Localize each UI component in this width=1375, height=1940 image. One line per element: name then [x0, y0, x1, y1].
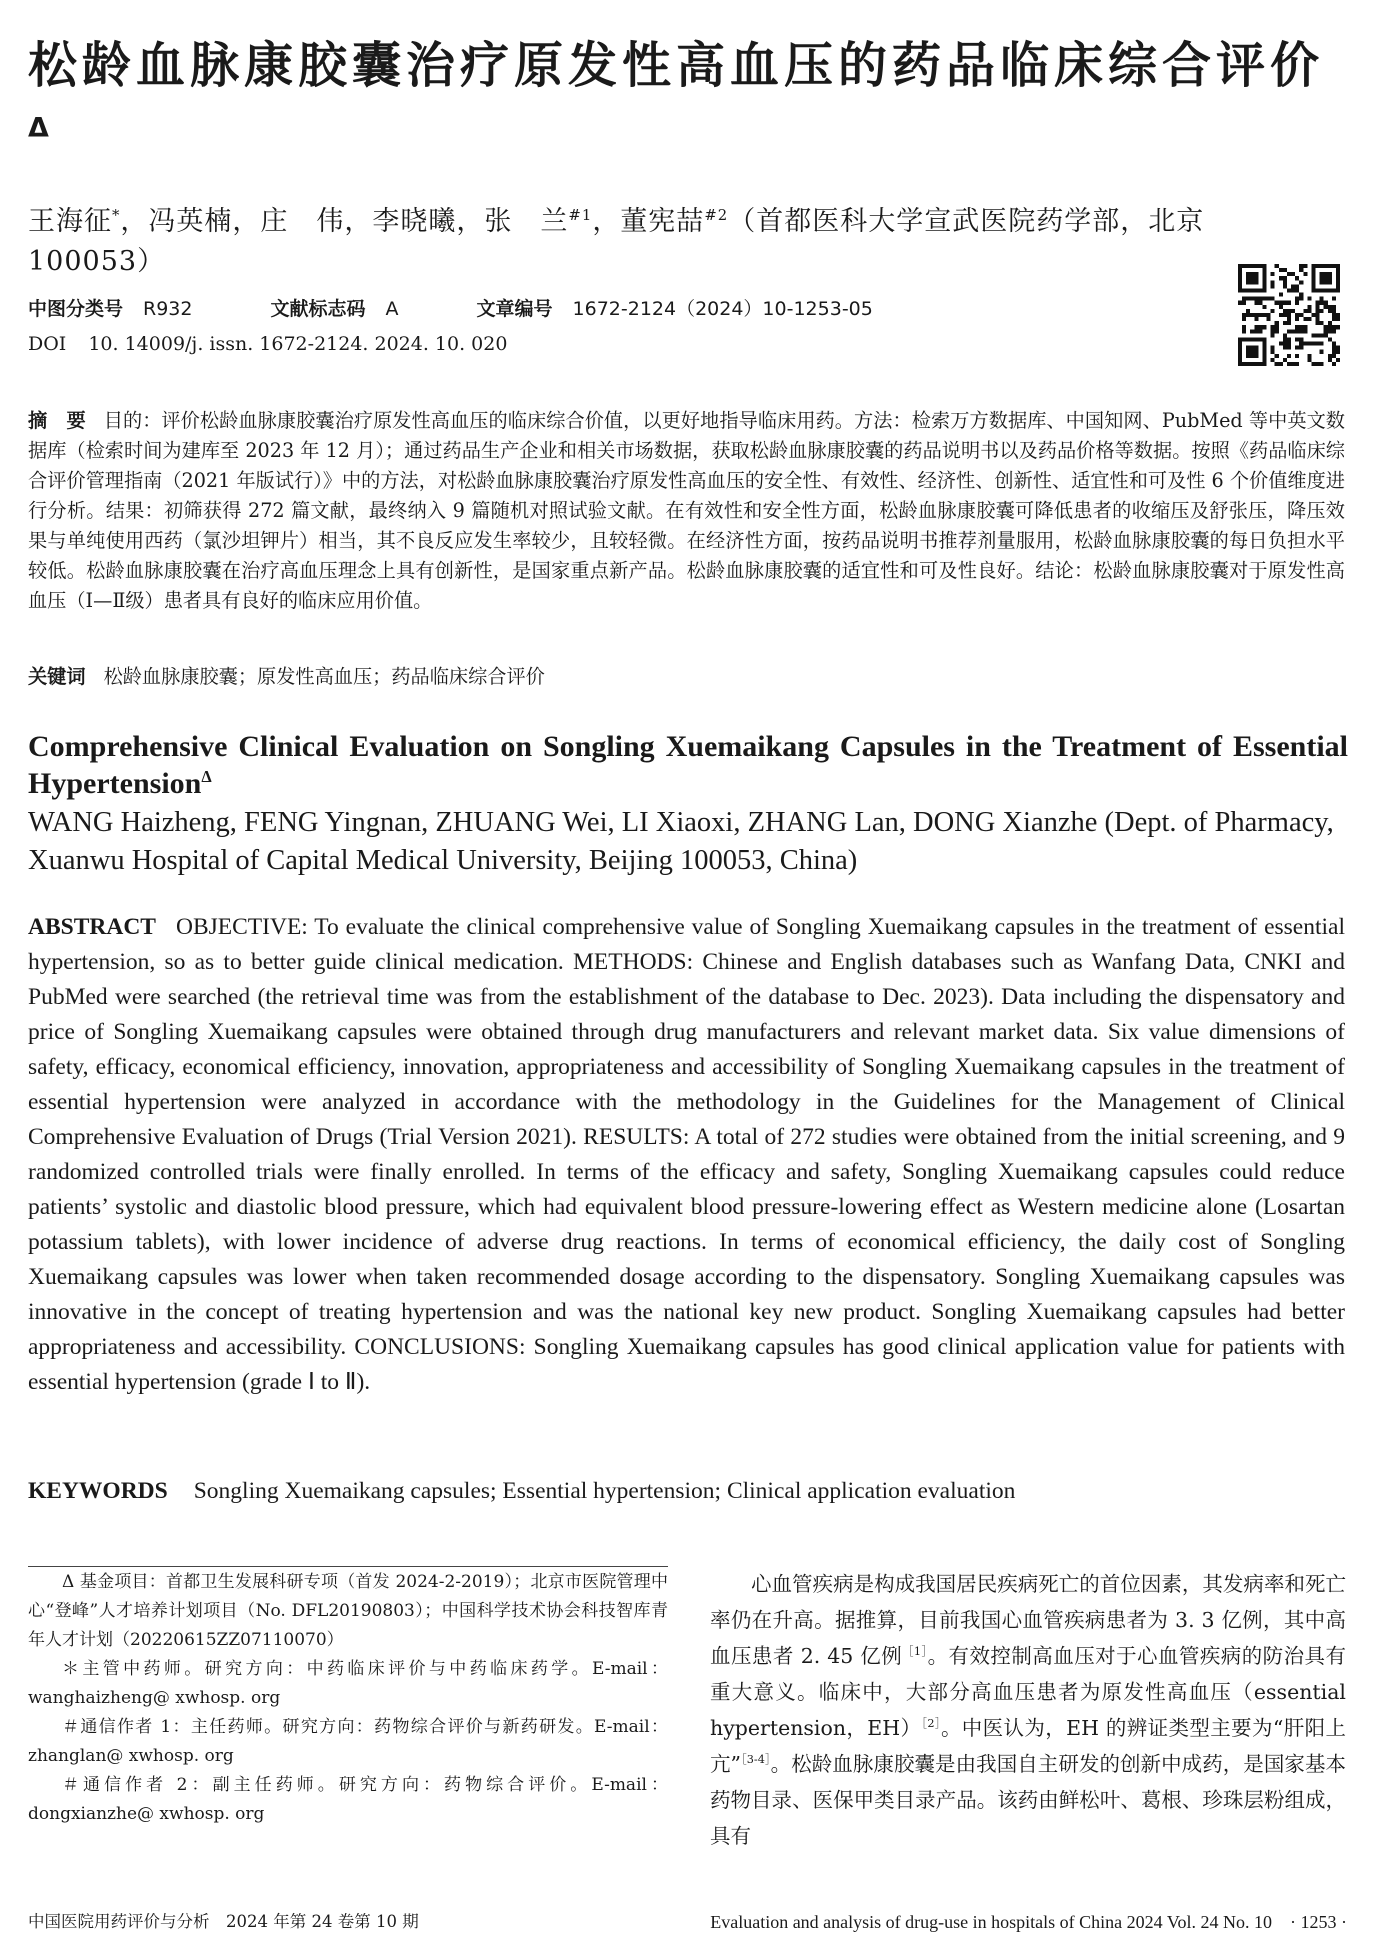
authors-cn [28, 202, 1348, 282]
author-6: ，董宪喆 [592, 206, 705, 237]
keywords-en-text: Songling Xuemaikang capsules; Essential hypertension; Clinical application evaluation [193, 1478, 1016, 1504]
doc-code-value: A [385, 298, 399, 320]
doi-value: 10. 14009/j. issn. 1672-2124. 2024. 10. 020 [88, 333, 508, 355]
footnote-first-author: ＊主管中药师。研究方向：中药临床评价与中药临床药学。E-mail：wanghaizheng@ xwhosp. org [28, 1659, 668, 1708]
affiliation-cn: （首都医科大学宣武医院药学部，北京 100053） [28, 206, 1233, 277]
citation-ref[interactable]: ［3-4］ [741, 1753, 771, 1767]
citation-ref[interactable]: ［2］ [921, 1717, 941, 1731]
footnote-corresponding-1: ＃通信作者 1：主任药师。研究方向：药物综合评价与新药研发。E-mail：zhanglan@ xwhosp. org [28, 1717, 668, 1766]
article-title-cn [28, 30, 1348, 174]
abstract-cn-text: 目的：评价松龄血脉康胶囊治疗原发性高血压的临床综合价值，以更好地指导临床用药。方法：检索万方数据库、中国知网、PubMed 等中英文数据库（检索时间为建库至 2023 年 12 月）；通过药品生产企业和相关市场数据，获取松龄血脉康胶囊的药品说明书以及药品价格等数据。按照《药品临床综合评价管理指南（2021 年版试行）》中的方法，对松龄血脉康胶囊治疗原发性高血压的安全性、有效性、经济性、创新性、适宜性和可及性 6 个价值维度进行分析。结果：初筛获得 272 篇文献，最终纳入 9 篇随机对照试验文献。在有效性和安全性方面，松龄血脉康胶囊可降低患者的收缩压及舒张压，降压效果与单纯使用西药（氯沙坦钾片）相当，其不良反应发生率较少，且较轻微。在经济性方面，按药品说明书推荐剂量服用，松龄血脉康胶囊的每日负担水平较低。松龄血脉康胶囊在治疗高血压理念上具有创新性，是国家重点新产品。松龄血脉康胶囊的适宜性和可及性良好。结论：松龄血脉康胶囊对于原发性高血压（Ⅰ—Ⅱ级）患者具有良好的临床应用价值。 [28, 409, 1345, 612]
article-no-value: 1672-2124（2024）10-1253-05 [572, 298, 873, 320]
author-1: 王海征 [28, 206, 112, 237]
keywords-cn-label: 关键词 [28, 665, 86, 688]
author-1-mark: * [112, 206, 121, 224]
title-cn-text: 松龄血脉康胶囊治疗原发性高血压的药品临床综合评价 [28, 37, 1325, 94]
qr-code-icon[interactable] [1238, 264, 1340, 366]
citation-ref[interactable]: ［1］ [902, 1645, 928, 1659]
body-text: 。有效控制高血压对于心血管疾病的防治具有重大意义。临床中，大部分高血压患者为原发性高血压（essential hypertension，EH） [710, 1644, 1347, 1740]
doi-line [28, 333, 507, 355]
body-paragraph [710, 1566, 1346, 1854]
footnote-corresponding-2: ＃通信作者 2：副主任药师。研究方向：药物综合评价。E-mail：dongxianzhe@ xwhosp. org [28, 1775, 668, 1824]
article-no-label: 文章编号 [476, 298, 553, 320]
abstract-en-text: OBJECTIVE: To evaluate the clinical comprehensive value of Songling Xuemaikang capsules in the treatment of essential hypertension, so as to better guide clinical medication. METHODS: Chinese and English databases such as Wanfang Data, CNKI and PubMed were searched (the retrieval time was from the establishment of the database to Dec. 2023). Data including the dispensatory and price of Songling Xuemaikang capsules were obtained through drug manufacturers and relevant market data. Six value dimensions of safety, efficacy, economical efficiency, innovation, appropriateness and accessibility of Songling Xuemaikang capsules in the treatment of essential hypertension were analyzed in accordance with the methodology in the Guidelines for the Management of Clinical Comprehensive Evaluation of Drugs (Trial Version 2021). RESULTS: A total of 272 studies were obtained from the initial screening, and 9 randomized controlled trials were finally enrolled. In terms of the efficacy and safety, Songling Xuemaikang capsules could reduce patients’ systolic and diastolic blood pressure, which had equivalent blood pressure-lowering effect as Western medicine alone (Losartan potassium tablets), with lower incidence of adverse drug reactions. In terms of economical efficiency, the daily cost of Songling Xuemaikang capsules was lower when taken recommended dosage according to the dispensatory. Songling Xuemaikang capsules was innovative in the concept of treating hypertension and was the national key new product. Songling Xuemaikang capsules had better appropriateness and accessibility. CONCLUSIONS: Songling Xuemaikang capsules has good clinical application value for patients with essential hypertension (grade Ⅰ to Ⅱ). [28, 914, 1345, 1395]
journal-footer-cn: 中国医院用药评价与分析 2024 年第 24 卷第 10 期 [28, 1912, 419, 1931]
title-en-text: Comprehensive Clinical Evaluation on Songling Xuemaikang Capsules in the Treatment of Essential Hypertension [28, 730, 1348, 800]
footnote-funding: Δ 基金项目：首都卫生发展科研专项（首发 2024-2-2019）；北京市医院管理中心“登峰”人才培养计划项目（No. DFL20190803）；中国科学技术协会科技智库青年人才计划（20220615ZZ07110070） [28, 1572, 668, 1650]
abstract-en [28, 910, 1345, 1400]
keywords-cn [28, 662, 545, 689]
body-text: 。中医认为，EH 的辨证类型主要为“肝阳上亢” [710, 1716, 1347, 1776]
title-en-mark: Δ [201, 767, 212, 786]
footnotes [28, 1568, 668, 1829]
funding-mark: Δ [28, 112, 54, 144]
clc-value: R932 [143, 298, 193, 320]
abstract-cn-label: 摘 要 [28, 409, 86, 432]
doc-code-label: 文献标志码 [270, 298, 366, 320]
author-6-mark: #2 [704, 206, 729, 224]
abstract-cn [28, 406, 1345, 616]
article-metadata [28, 294, 873, 321]
journal-footer-en: Evaluation and analysis of drug-use in hospitals of China 2024 Vol. 24 No. 10 · 1253 · [710, 1912, 1347, 1932]
doi-label: DOI [28, 333, 67, 355]
keywords-en-label: KEYWORDS [28, 1478, 168, 1504]
author-5-mark: #1 [568, 206, 593, 224]
abstract-en-label: ABSTRACT [28, 914, 156, 940]
authors-en: WANG Haizheng, FENG Yingnan, ZHUANG Wei, LI Xiaoxi, ZHANG Lan, DONG Xianzhe (Dept. of Pharmacy, Xuanwu Hospital of Capital Medical University, Beijing 100053, China) [28, 807, 1334, 876]
keywords-cn-text: 松龄血脉康胶囊；原发性高血压；药品临床综合评价 [103, 665, 545, 688]
authors-middle: ，冯英楠，庄 伟，李晓曦，张 兰 [120, 206, 569, 237]
body-text: 。松龄血脉康胶囊是由我国自主研发的创新中成药，是国家基本药物目录、医保甲类目录产品。该药由鲜松叶、葛根、珍珠层粉组成，具有 [710, 1752, 1346, 1848]
body-text: 心血管疾病是构成我国居民疾病死亡的首位因素，其发病率和死亡率仍在升高。据推算，目前我国心血管疾病患者为 3. 3 亿例，其中高血压患者 2. 45 亿例 [710, 1572, 1346, 1668]
clc-label: 中图分类号 [28, 298, 124, 320]
article-title-en [28, 728, 1348, 802]
footnote-divider [28, 1566, 668, 1567]
keywords-en [28, 1478, 1015, 1505]
